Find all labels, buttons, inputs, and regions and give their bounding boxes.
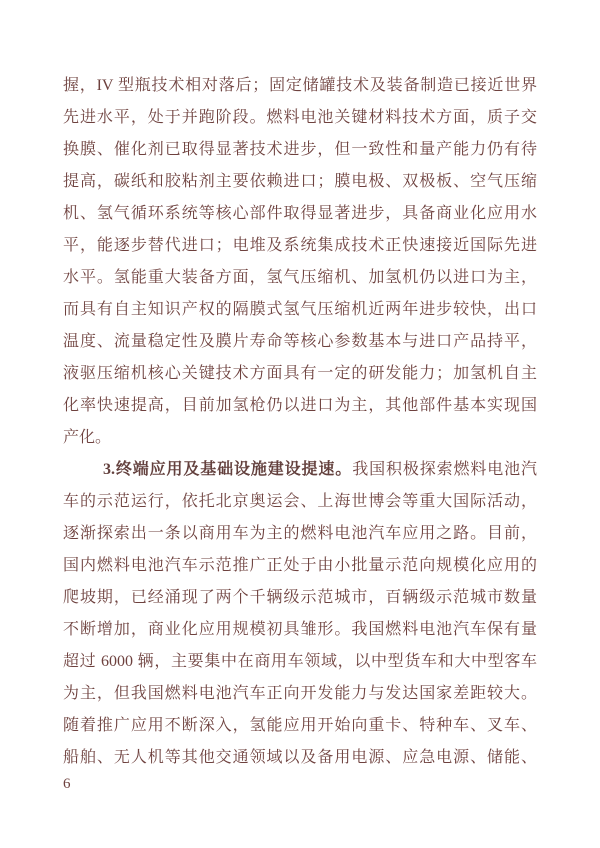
text-line: 平，能逐步替代进口；电堆及系统集成技术正快速接近国际先进	[63, 237, 537, 254]
text-line-paragraph-end: 产化。	[63, 429, 112, 446]
text-line-section-start	[63, 454, 537, 486]
text-line: 先进水平，处于并跑阶段。燃料电池关键材料技术方面，质子交	[63, 109, 537, 126]
text-line: 水平。氢能重大装备方面，氢气压缩机、加氢机仍以进口为主，	[63, 269, 537, 286]
text-line: 提高，碳纸和胶粘剂主要依赖进口；膜电极、双极板、空气压缩	[63, 173, 537, 190]
text-line: 换膜、催化剂已取得显著技术进步，但一致性和量产能力仍有待	[63, 141, 537, 158]
text-line: 逐渐探索出一条以商用车为主的燃料电池汽车应用之路。目前，	[63, 525, 537, 542]
text-line: 握，IV 型瓶技术相对落后；固定储罐技术及装备制造已接近世界	[63, 77, 537, 94]
text-line: 而具有自主知识产权的隔膜式氢气压缩机近两年进步较快，出口	[63, 301, 537, 318]
text-block	[63, 70, 537, 774]
text-line: 随着推广应用不断深入，氢能应用开始向重卡、特种车、叉车、	[63, 717, 537, 734]
text-line: 不断增加，商业化应用规模初具雏形。我国燃料电池汽车保有量	[63, 621, 537, 638]
text-line: 国内燃料电池汽车示范推广正处于由小批量示范向规模化应用的	[63, 557, 537, 574]
text-line: 化率快速提高，目前加氢枪仍以进口为主，其他部件基本实现国	[63, 397, 537, 414]
text-line: 车的示范运行，依托北京奥运会、上海世博会等重大国际活动，	[63, 493, 537, 510]
section-heading: 3.终端应用及基础设施建设提速。	[103, 461, 353, 478]
text-line: 温度、流量稳定性及膜片寿命等核心参数基本与进口产品持平，	[63, 333, 537, 350]
text-line: 爬坡期，已经涌现了两个千辆级示范城市，百辆级示范城市数量	[63, 589, 537, 606]
text-line: 机、氢气循环系统等核心部件取得显著进步，具备商业化应用水	[63, 205, 537, 222]
section-body-start: 我国积极探索燃料电池汽	[352, 461, 537, 478]
text-line: 超过 6000 辆，主要集中在商用车领域，以中型货车和大中型客车	[63, 653, 537, 670]
text-line: 船舶、无人机等其他交通领域以及备用电源、应急电源、储能、	[63, 749, 537, 766]
page-number: 6	[63, 776, 71, 792]
text-line: 液驱压缩机核心关键技术方面具有一定的研发能力；加氢机自主	[63, 365, 537, 382]
text-line: 为主，但我国燃料电池汽车正向开发能力与发达国家差距较大。	[63, 685, 537, 702]
